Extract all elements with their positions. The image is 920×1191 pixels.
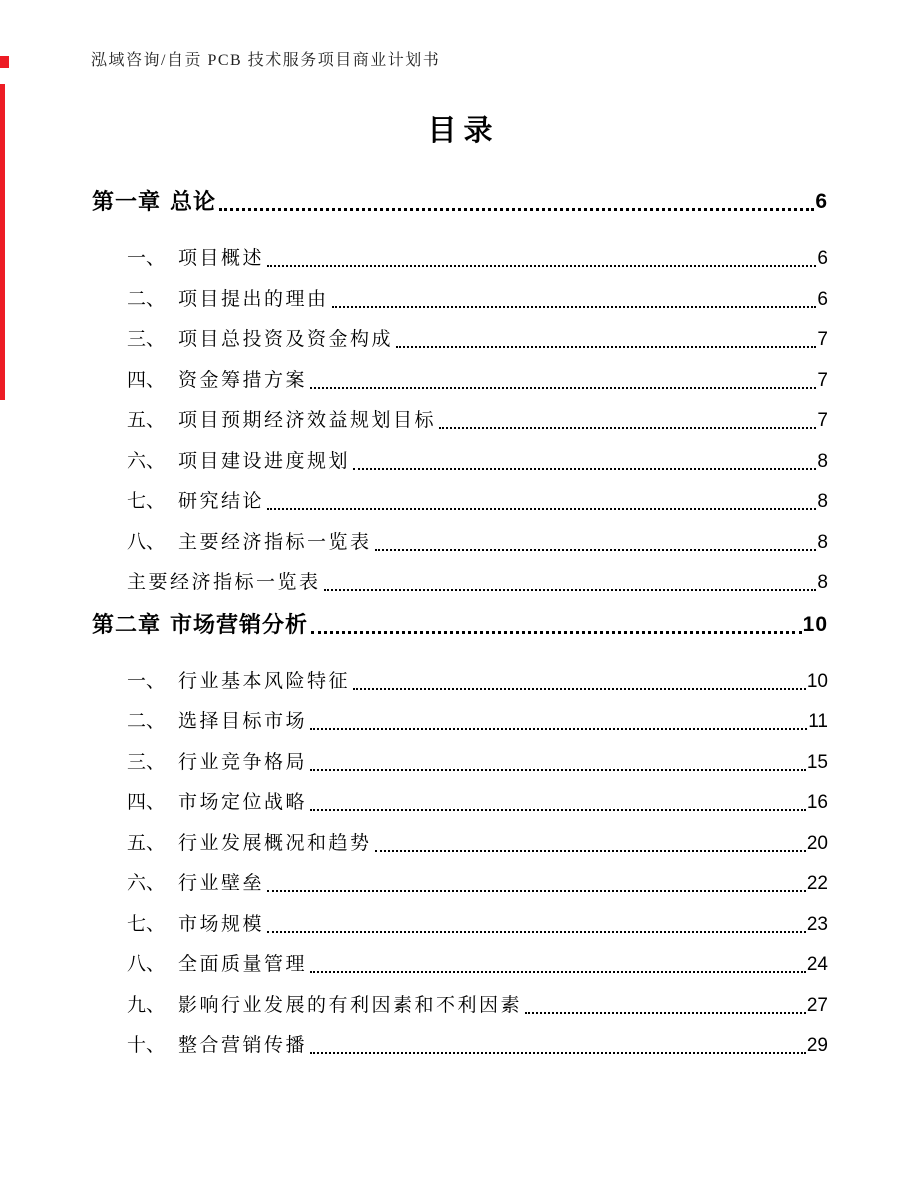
- page-number: 7: [817, 329, 828, 350]
- item-title: 项目提出的理由: [178, 288, 329, 310]
- page-number: 11: [808, 711, 828, 732]
- page-number: 8: [817, 572, 828, 593]
- item-title: 影响行业发展的有利因素和不利因素: [178, 994, 523, 1016]
- dot-leader: [353, 468, 816, 470]
- dot-leader: [310, 809, 806, 811]
- toc-item-row[interactable]: [92, 711, 828, 733]
- page-number: 8: [817, 450, 828, 472]
- dot-leader: [267, 890, 806, 892]
- page-number: 8: [817, 491, 828, 512]
- item-number: 二、: [127, 711, 166, 732]
- item-title: 项目建设进度规划: [178, 450, 351, 472]
- item-title: 行业发展概况和趋势: [178, 832, 372, 854]
- page-number: 15: [806, 751, 828, 773]
- item-number: 六、: [127, 873, 166, 894]
- dot-leader: [267, 265, 816, 267]
- toc-item-row[interactable]: [92, 954, 828, 976]
- item-number: 二、: [127, 288, 166, 310]
- item-title: 项目概述: [178, 248, 265, 269]
- revision-mark-square: [0, 56, 9, 68]
- chapter-title: 市场营销分析: [170, 611, 309, 637]
- dot-leader: [267, 508, 816, 510]
- toc-item-row[interactable]: [92, 329, 828, 351]
- toc-item-row[interactable]: [92, 410, 828, 432]
- page-number: 10: [802, 612, 828, 636]
- toc-item-row[interactable]: [92, 1035, 828, 1057]
- item-number: 五、: [127, 410, 166, 431]
- toc-item-row[interactable]: [92, 792, 828, 814]
- item-number: 四、: [127, 369, 166, 391]
- dot-leader: [310, 769, 806, 771]
- page-number: 27: [806, 994, 828, 1016]
- item-number: 四、: [127, 792, 166, 813]
- page-number: 10: [806, 670, 828, 692]
- toc-item-row[interactable]: [92, 995, 828, 1017]
- item-number: 九、: [127, 994, 166, 1016]
- item-title: 行业基本风险特征: [178, 670, 351, 692]
- chapter-title: 总论: [170, 189, 217, 214]
- item-title: 行业壁垒: [178, 873, 265, 894]
- document-header: 泓域咨询/自贡 PCB 技术服务项目商业计划书: [91, 52, 441, 69]
- dot-leader: [375, 850, 806, 852]
- toc-item-row[interactable]: [92, 289, 828, 311]
- item-title: 项目预期经济效益规划目标: [178, 410, 437, 431]
- toc-chapter-row[interactable]: [92, 613, 828, 637]
- page-number: 6: [815, 190, 828, 213]
- dot-leader: [396, 346, 816, 348]
- dot-leader: [310, 971, 806, 973]
- toc-item-row[interactable]: [92, 532, 828, 554]
- dot-leader: [525, 1012, 806, 1014]
- item-title: 市场规模: [178, 913, 265, 935]
- page-number: 24: [806, 954, 828, 975]
- page-number: 29: [806, 1035, 828, 1056]
- item-number: 一、: [127, 248, 166, 269]
- page-number: 22: [806, 873, 828, 894]
- item-number: 六、: [127, 450, 166, 472]
- toc-item-row[interactable]: [92, 248, 828, 270]
- page-number: 23: [806, 913, 828, 935]
- item-number: 五、: [127, 832, 166, 854]
- item-number: 十、: [127, 1035, 166, 1056]
- toc-item-row[interactable]: [92, 451, 828, 473]
- dot-leader: [439, 427, 816, 429]
- page-number: 6: [817, 248, 828, 269]
- toc-item-row[interactable]: [92, 873, 828, 895]
- dot-leader: [332, 306, 817, 308]
- toc-chapter-row[interactable]: [92, 190, 828, 214]
- dot-leader: [267, 931, 806, 933]
- item-number: 三、: [127, 751, 166, 773]
- dot-leader: [353, 688, 806, 690]
- item-title: 主要经济指标一览表: [178, 531, 372, 553]
- toc-title: 目录: [427, 115, 500, 147]
- chapter-label: 第一章: [92, 189, 162, 214]
- dot-leader: [311, 631, 802, 634]
- toc-item-row[interactable]: [92, 370, 828, 392]
- item-title: 整合营销传播: [178, 1035, 308, 1056]
- item-title: 市场定位战略: [178, 792, 308, 813]
- dot-leader: [310, 1052, 806, 1054]
- page-number: 6: [817, 288, 828, 310]
- item-number: 一、: [127, 670, 166, 692]
- item-number: 七、: [127, 491, 166, 512]
- item-title: 行业竞争格局: [178, 751, 308, 773]
- toc-item-row[interactable]: [92, 491, 828, 513]
- dot-leader: [375, 549, 817, 551]
- toc-item-row[interactable]: [92, 914, 828, 936]
- item-number: 三、: [127, 329, 166, 350]
- dot-leader: [310, 728, 807, 730]
- dot-leader: [310, 387, 816, 389]
- toc-item-row[interactable]: [92, 752, 828, 774]
- item-title: 资金筹措方案: [178, 369, 308, 391]
- page-number: 8: [817, 531, 828, 553]
- page-number: 7: [817, 410, 828, 431]
- dot-leader: [219, 208, 814, 211]
- item-title: 主要经济指标一览表: [127, 572, 321, 593]
- chapter-label: 第二章: [92, 611, 162, 637]
- item-number: 八、: [127, 531, 166, 553]
- item-title: 研究结论: [178, 491, 265, 512]
- page-number: 7: [817, 369, 828, 391]
- toc-item-row[interactable]: [92, 572, 828, 594]
- dot-leader: [324, 589, 817, 591]
- item-title: 全面质量管理: [178, 954, 308, 975]
- page-number: 20: [806, 832, 828, 854]
- toc-item-row[interactable]: [92, 833, 828, 855]
- item-title: 选择目标市场: [178, 711, 308, 732]
- item-number: 八、: [127, 954, 166, 975]
- item-title: 项目总投资及资金构成: [178, 329, 394, 350]
- table-of-contents: [92, 180, 828, 1076]
- page-number: 16: [806, 792, 828, 813]
- item-number: 七、: [127, 913, 166, 935]
- toc-item-row[interactable]: [92, 671, 828, 693]
